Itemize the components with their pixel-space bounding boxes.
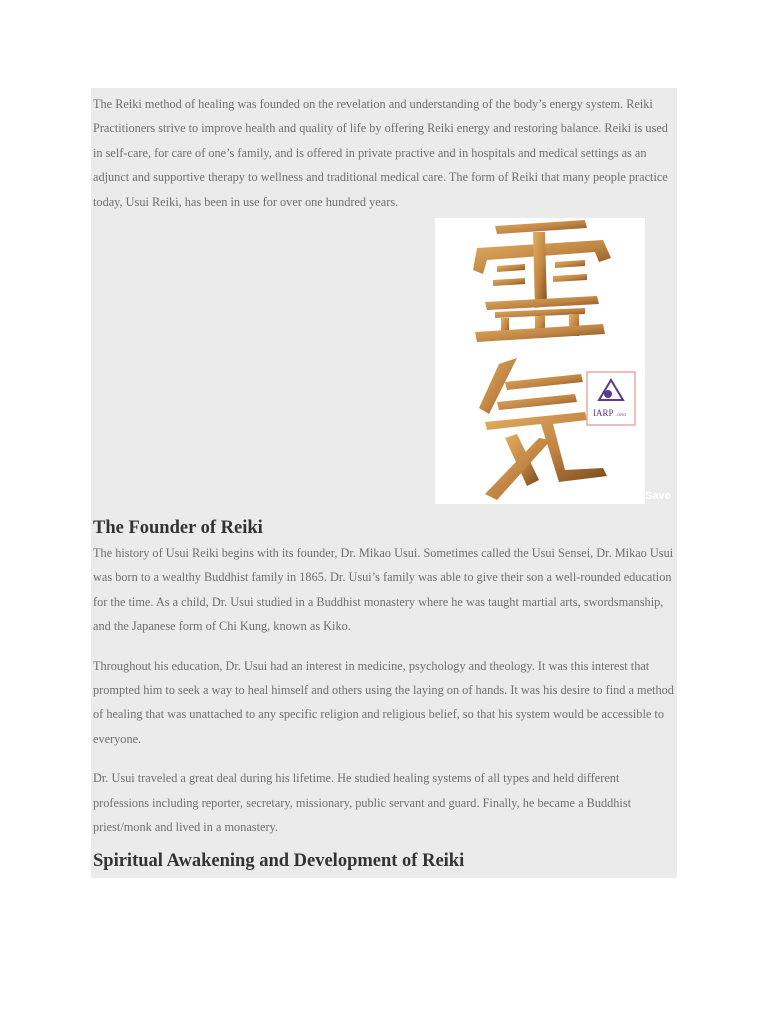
spiritual-heading: Spiritual Awakening and Development of Reiki xyxy=(93,850,465,871)
reiki-kanji-image[interactable] xyxy=(435,218,645,504)
founder-paragraph-3: Dr. Usui traveled a great deal during his lifetime. He studied healing systems of all types and held different professions including reporter, secretary, missionary, public servant and guard. Finally, he became a Buddhist priest/monk and lived in a monastery. xyxy=(93,771,632,835)
founder-heading: The Founder of Reiki xyxy=(93,518,263,539)
founder-paragraph-1: The history of Usui Reiki begins with its founder, Dr. Mikao Usui. Sometimes called the Usui Sensei, Dr. Mikao Usui was born to a wealthy Buddhist family in 1865. Dr. Usui’s family was able to give their son a well-rounded education for the time. As a child, Dr. Usui studied in a Buddhist monastery where he was taught martial arts, swordsmanship, and the Japanese form of Chi Kung, known as Kiko. xyxy=(93,546,674,634)
kanji-rei xyxy=(473,220,611,342)
iarp-logo xyxy=(587,372,635,425)
reiki-kanji-illustration xyxy=(435,218,645,504)
founder-paragraph-2: Throughout his education, Dr. Usui had an interest in medicine, psychology and theology. It was this interest that prompted him to seek a way to heal himself and others using the laying on of hands. It was his desire to find a method of healing that was unattached to any specific religion and religious belief, so that his system would be accessible to everyone. xyxy=(93,658,674,746)
reiki-figure-row xyxy=(93,218,675,515)
intro-paragraph: The Reiki method of healing was founded on the revelation and understanding of the body’s energy system. Reiki Practitioners strive to improve health and quality of life by offering Reiki energy and restoring balance. Reiki is used in self-care, for care of one’s family, and is offered in private practive and in hospitals and medical settings as an adjunct and supportive therapy to wellness and traditional medical care. The form of Reiki that many people practice today, Usui Reiki, has been in use for over one hundred years. xyxy=(93,97,668,209)
iarp-logo-text: IARP xyxy=(593,408,614,419)
save-image-button[interactable]: Save xyxy=(645,490,671,503)
article-content xyxy=(91,88,677,878)
iarp-logo-suffix: .ORG xyxy=(616,412,627,418)
